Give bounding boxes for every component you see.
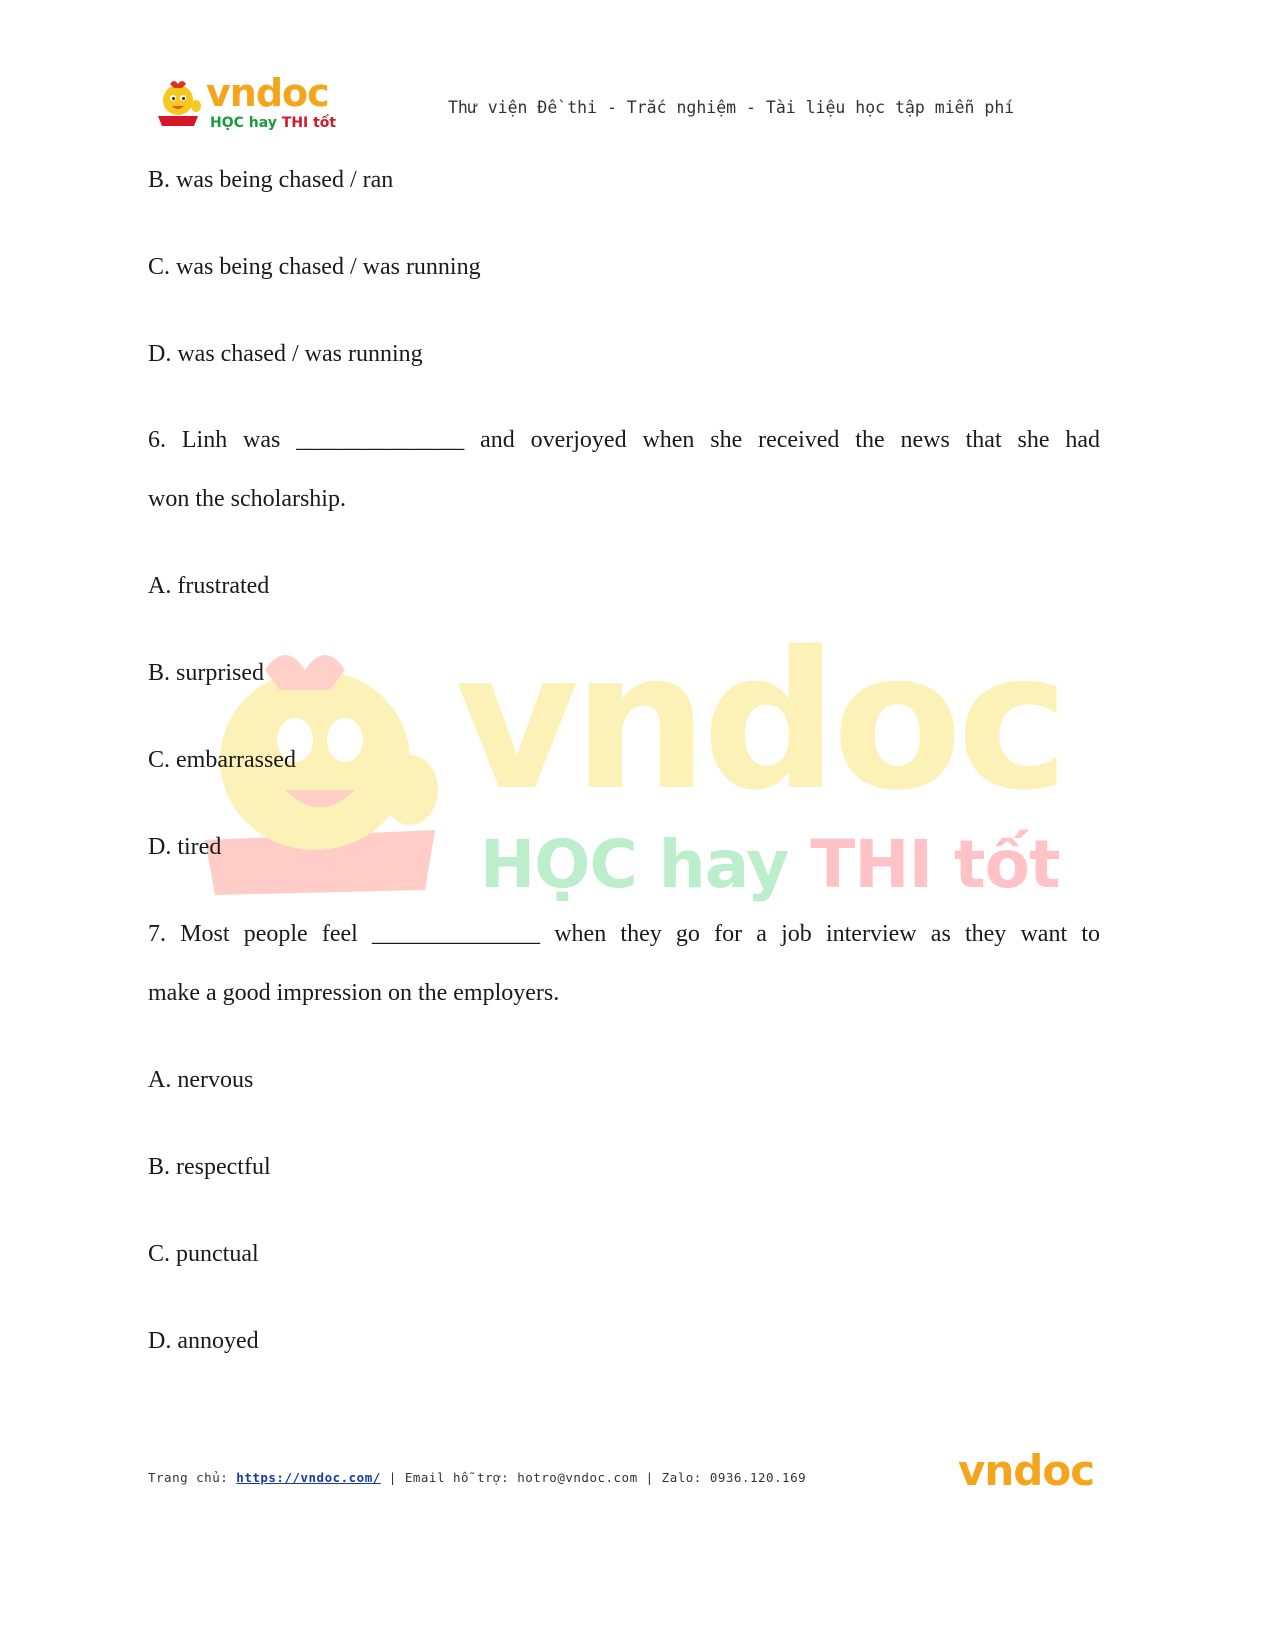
q5-option-d: D. was chased / was running <box>148 341 423 367</box>
q7-text-line1: 7. Most people feel ______________ when they go for a job interview as they want to <box>148 921 1100 947</box>
footer-logo: vndoc <box>958 1446 1095 1495</box>
watermark-slogan <box>480 825 1060 905</box>
q7-option-a: A. nervous <box>148 1067 254 1093</box>
q7-option-b: B. respectful <box>148 1154 271 1180</box>
q6-text-line1: 6. Linh was ______________ and overjoyed when she received the news that she had <box>148 427 1100 453</box>
q7-text-line2: make a good impression on the employers. <box>148 980 560 1006</box>
q5-option-c: C. was being chased / was running <box>148 254 481 280</box>
footer-contact-text: | Email hỗ trợ: hotro@vndoc.com | Zalo: 0936.120.169 <box>388 1470 807 1485</box>
q6-option-c: C. embarrassed <box>148 747 296 773</box>
vndoc-logo <box>148 72 338 138</box>
q7-option-c: C. punctual <box>148 1241 259 1267</box>
logo-slogan <box>210 114 336 132</box>
logo-slogan-red: THI tốt <box>281 115 337 131</box>
watermark <box>205 611 1064 920</box>
q7-option-d: D. annoyed <box>148 1328 259 1354</box>
q6-option-b: B. surprised <box>148 660 264 686</box>
footer-home-link[interactable]: https://vndoc.com/ <box>236 1470 381 1485</box>
q6-text-line2: won the scholarship. <box>148 486 346 512</box>
page-footer <box>148 1470 806 1485</box>
page-header <box>148 72 1098 142</box>
watermark-slogan-green: HỌC hay <box>480 826 789 903</box>
q6-option-a: A. frustrated <box>148 573 270 599</box>
chick-mascot-icon <box>152 76 204 128</box>
header-tagline: Thư viện Đề thi - Trắc nghiệm - Tài liệu học tập miễn phí <box>448 98 1015 117</box>
q5-option-b: B. was being chased / ran <box>148 167 394 193</box>
q6-option-d: D. tired <box>148 834 222 860</box>
logo-word: vndoc <box>206 71 329 115</box>
watermark-word: vndoc <box>455 611 1064 832</box>
logo-slogan-green: HỌC hay <box>210 115 277 131</box>
watermark-slogan-red: THI tốt <box>810 826 1060 903</box>
footer-home-label: Trang chủ: <box>148 1470 229 1485</box>
